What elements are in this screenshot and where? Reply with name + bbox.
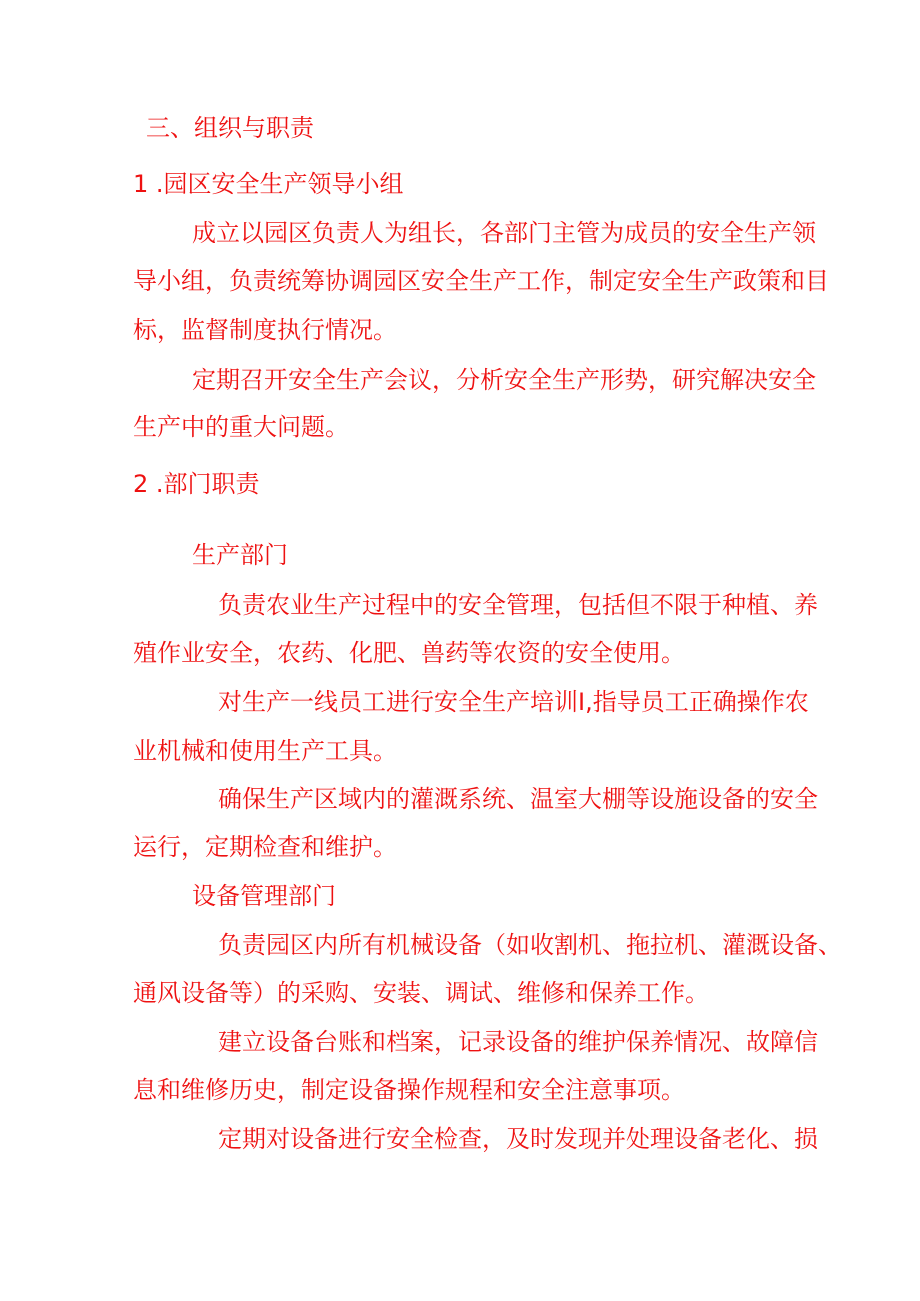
- production-p3-line2: 运行，定期检查和维护。: [133, 833, 397, 861]
- equipment-p2-line2: 息和维修历史，制定设备操作规程和安全注意事项。: [133, 1076, 685, 1104]
- section-title: 三、组织与职责: [146, 114, 314, 142]
- production-p2-line2: 业机械和使用生产工具。: [133, 737, 397, 765]
- equipment-p1-line1: 负责园区内所有机械设备（如收割机、拖拉机、灌溉设备、: [218, 931, 842, 959]
- group-para1-line3: 标，监督制度执行情况。: [133, 316, 397, 344]
- group-para1-line2: 导小组，负责统筹协调园区安全生产工作，制定安全生产政策和目: [133, 267, 829, 295]
- equipment-p2-line1: 建立设备台账和档案，记录设备的维护保养情况、故障信: [218, 1028, 818, 1056]
- production-p2-line1: 对生产一线员工进行安全生产培训I,指导员工正确操作农: [218, 688, 809, 716]
- departments-heading: 2 .部门职责: [133, 470, 260, 498]
- group-para2-line1: 定期召开安全生产会议，分析安全生产形势，研究解决安全: [192, 366, 816, 394]
- production-p1-line1: 负责农业生产过程中的安全管理，包括但不限于种植、养: [218, 591, 818, 619]
- group-para1-line1: 成立以园区负责人为组长，各部门主管为成员的安全生产领: [192, 219, 816, 247]
- equipment-p1-line2: 通风设备等）的采购、安装、调试、维修和保养工作。: [133, 979, 709, 1007]
- equipment-p3-line1: 定期对设备进行安全检查，及时发现并处理设备老化、损: [218, 1125, 818, 1153]
- production-p3-line1: 确保生产区域内的灌溉系统、温室大棚等设施设备的安全: [218, 785, 818, 813]
- equipment-title: 设备管理部门: [192, 882, 336, 910]
- production-p1-line2: 殖作业安全，农药、化肥、兽药等农资的安全使用。: [133, 639, 685, 667]
- group-heading: 1 .园区安全生产领导小组: [133, 170, 404, 198]
- group-para2-line2: 生产中的重大问题。: [133, 413, 349, 441]
- production-title: 生产部门: [192, 541, 288, 569]
